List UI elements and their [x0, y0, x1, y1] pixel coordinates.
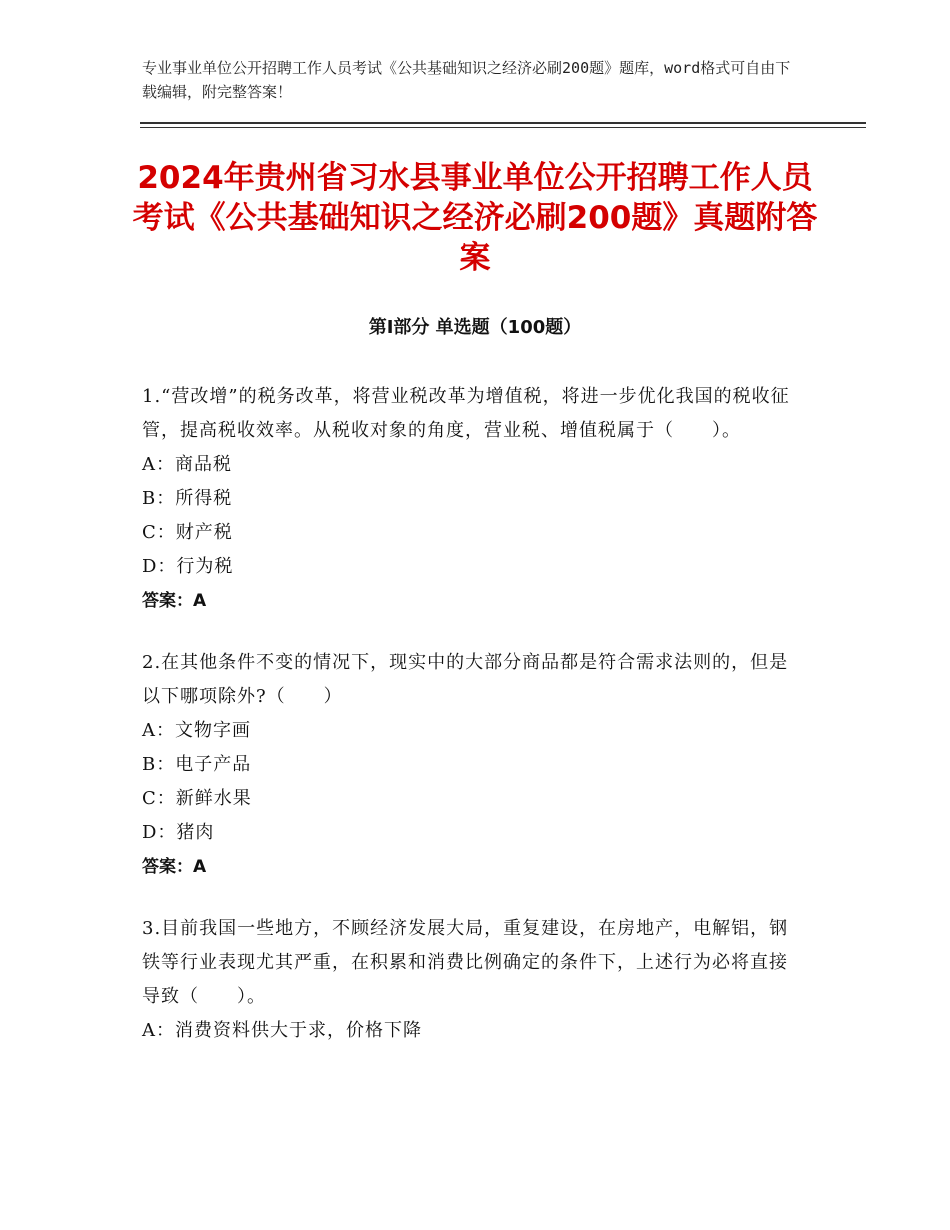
answer: 答案：A [142, 591, 207, 611]
header-divider [140, 122, 866, 124]
option-a: A：文物字画 [142, 720, 251, 741]
question-stem: 2.在其他条件不变的情况下，现实中的大部分商品都是符合需求法则的，但是以下哪项除外?（ ） [142, 652, 789, 707]
header-note: 专业事业单位公开招聘工作人员考试《公共基础知识之经济必刷200题》题库，word格式可自由下载编辑，附完整答案！ [142, 59, 791, 101]
option-c: C：财产税 [142, 522, 233, 543]
section-title: 第Ⅰ部分 单选题（100题） [368, 317, 582, 338]
question-2 [142, 646, 802, 884]
question-stem: 1.“营改增”的税务改革，将营业税改革为增值税，将进一步优化我国的税收征管，提高税收效率。从税收对象的角度，营业税、增值税属于（ ）。 [142, 386, 790, 441]
option-b: B：电子产品 [142, 754, 252, 775]
option-b: B：所得税 [142, 488, 233, 509]
option-d: D：行为税 [142, 556, 234, 577]
option-c: C：新鲜水果 [142, 788, 252, 809]
question-stem: 3.目前我国一些地方，不顾经济发展大局，重复建设，在房地产，电解铝，钢铁等行业表现尤其严重，在积累和消费比例确定的条件下，上述行为必将直接导致（ ）。 [142, 918, 789, 1007]
question-1 [142, 380, 802, 618]
option-d: D：猪肉 [142, 822, 215, 843]
option-a: A：消费资料供大于求，价格下降 [142, 1020, 422, 1041]
question-3 [142, 912, 802, 1048]
header-divider-thin [140, 127, 866, 128]
option-a: A：商品税 [142, 454, 232, 475]
question-list [142, 380, 802, 1076]
answer: 答案：A [142, 857, 207, 877]
document-title: 2024年贵州省习水县事业单位公开招聘工作人员考试《公共基础知识之经济必刷200题》真题附答案 [132, 160, 818, 276]
